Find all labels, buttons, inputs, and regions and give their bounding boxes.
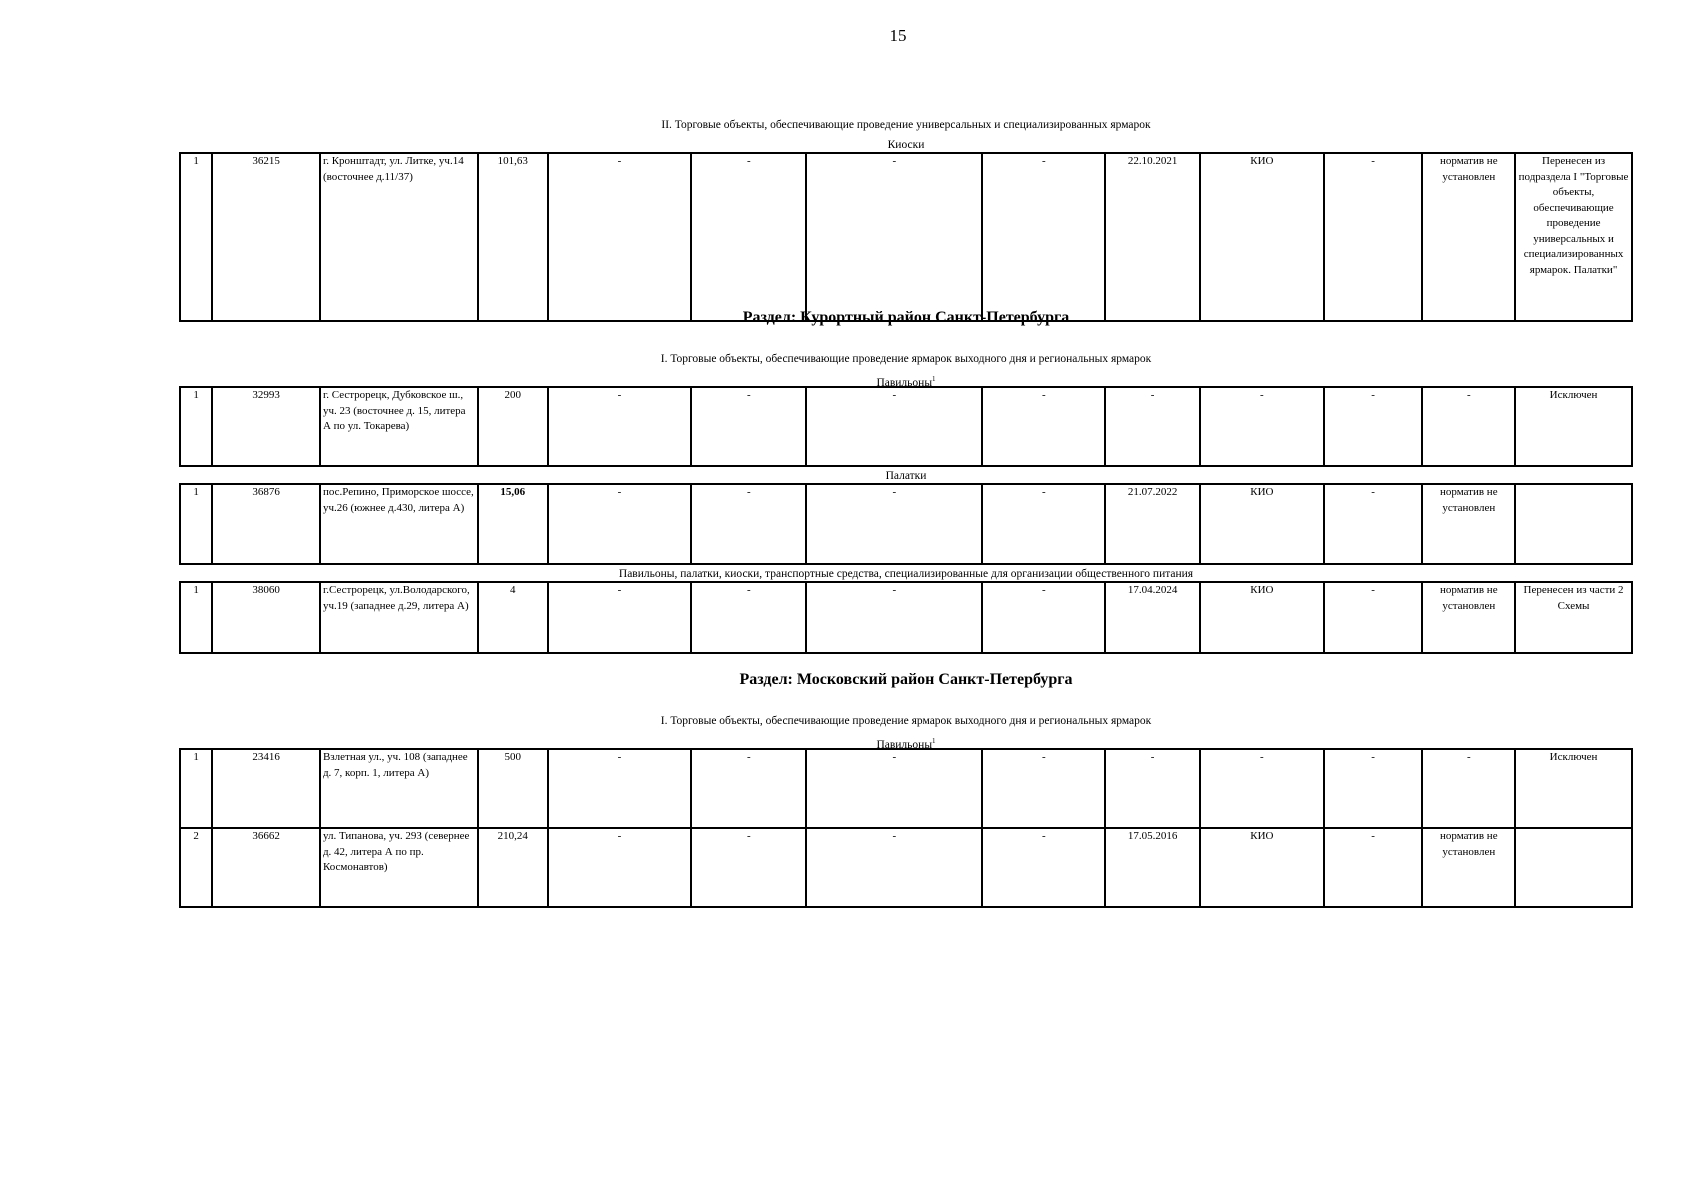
table-row [180, 484, 1632, 564]
cell-col8: - [982, 749, 1105, 828]
cell-col6: - [691, 828, 806, 907]
cell-col5: - [548, 387, 692, 466]
cell-area: 15,06 [478, 484, 547, 564]
document-block [179, 118, 1633, 324]
objects-table [179, 386, 1633, 467]
table-row [180, 582, 1632, 653]
cell-note [1515, 828, 1632, 907]
cell-col8: - [982, 582, 1105, 653]
cell-col6: - [691, 749, 806, 828]
section-title: Раздел: Курортный район Санкт-Петербурга [742, 309, 1070, 326]
cell-norm: норматив не установлен [1422, 153, 1515, 321]
footnote-mark: 1 [932, 737, 936, 745]
cell-col8: - [982, 828, 1105, 907]
cell-object-id: 23416 [212, 749, 320, 828]
cell-norm: - [1422, 387, 1515, 466]
cell-date: - [1105, 749, 1200, 828]
cell-object-id: 32993 [212, 387, 320, 466]
document-block [179, 671, 1633, 910]
object-type-caption: Павильоны$^1$ [876, 737, 936, 751]
subsection-heading: I. Торговые объекты, обеспечивающие проведение ярмарок выходного дня и региональных ярмарок [660, 353, 1152, 365]
cell-number: 1 [180, 387, 212, 466]
cell-address: г. Сестрорецк, Дубковское ш., уч. 23 (восточнее д. 15, литера А по ул. Токарева) [320, 387, 478, 466]
cell-norm: - [1422, 749, 1515, 828]
objects-table [179, 152, 1633, 322]
cell-col6: - [691, 484, 806, 564]
cell-col5: - [548, 153, 692, 321]
cell-col11: - [1324, 749, 1423, 828]
cell-area: 101,63 [478, 153, 547, 321]
cell-col6: - [691, 387, 806, 466]
cell-address: г. Кронштадт, ул. Литке, уч.14 (восточнее д.11/37) [320, 153, 478, 321]
cell-col8: - [982, 484, 1105, 564]
cell-date: 22.10.2021 [1105, 153, 1200, 321]
cell-object-id: 36876 [212, 484, 320, 564]
cell-date: - [1105, 387, 1200, 466]
cell-date: 17.04.2024 [1105, 582, 1200, 653]
cell-col7: - [806, 387, 982, 466]
cell-norm: норматив не установлен [1422, 484, 1515, 564]
cell-area: 210,24 [478, 828, 547, 907]
cell-organization: КИО [1200, 153, 1324, 321]
cell-col6: - [691, 153, 806, 321]
object-type-caption: Палатки [885, 470, 927, 482]
cell-col5: - [548, 582, 692, 653]
object-type-caption: Павильоны, палатки, киоски, транспортные средства, специализированные для организации общественного питания [618, 568, 1194, 580]
cell-organization: - [1200, 749, 1324, 828]
objects-table [179, 581, 1633, 654]
table-row [180, 387, 1632, 466]
cell-col7: - [806, 749, 982, 828]
cell-organization: КИО [1200, 828, 1324, 907]
cell-organization: КИО [1200, 582, 1324, 653]
cell-area: 200 [478, 387, 547, 466]
cell-norm: норматив не установлен [1422, 828, 1515, 907]
cell-object-id: 38060 [212, 582, 320, 653]
cell-col6: - [691, 582, 806, 653]
cell-col7: - [806, 484, 982, 564]
cell-area: 500 [478, 749, 547, 828]
cell-number: 1 [180, 153, 212, 321]
subsection-heading: I. Торговые объекты, обеспечивающие проведение ярмарок выходного дня и региональных ярмарок [660, 715, 1152, 727]
cell-note: Исключен [1515, 387, 1632, 466]
document-block [179, 309, 1633, 656]
cell-col5: - [548, 828, 692, 907]
cell-address: г.Сестрорецк, ул.Володарского, уч.19 (западнее д.29, литера А) [320, 582, 478, 653]
cell-number: 1 [180, 749, 212, 828]
cell-col11: - [1324, 387, 1423, 466]
cell-col7: - [806, 582, 982, 653]
cell-number: 1 [180, 484, 212, 564]
footnote-mark: 1 [932, 375, 936, 383]
cell-col11: - [1324, 582, 1423, 653]
cell-note: Исключен [1515, 749, 1632, 828]
cell-col11: - [1324, 828, 1423, 907]
subsection-heading: II. Торговые объекты, обеспечивающие проведение универсальных и специализированных ярмарок [661, 119, 1151, 131]
cell-object-id: 36215 [212, 153, 320, 321]
cell-address: пос.Репино, Приморское шоссе, уч.26 (южнее д.430, литера А) [320, 484, 478, 564]
objects-table [179, 748, 1633, 908]
table-row [180, 153, 1632, 321]
cell-col5: - [548, 484, 692, 564]
cell-col8: - [982, 153, 1105, 321]
cell-address: ул. Типанова, уч. 29З (севернее д. 42, литера А по пр. Космонавтов) [320, 828, 478, 907]
page-number: 15 [889, 26, 907, 45]
cell-number: 1 [180, 582, 212, 653]
cell-date: 17.05.2016 [1105, 828, 1200, 907]
cell-col11: - [1324, 484, 1423, 564]
cell-object-id: 36662 [212, 828, 320, 907]
table-row [180, 749, 1632, 828]
table-row [180, 828, 1632, 907]
object-type-caption: Павильоны$^1$ [876, 375, 936, 389]
cell-area: 4 [478, 582, 547, 653]
cell-date: 21.07.2022 [1105, 484, 1200, 564]
cell-note: Перенесен из части 2 Схемы [1515, 582, 1632, 653]
cell-number: 2 [180, 828, 212, 907]
cell-col7: - [806, 828, 982, 907]
cell-norm: норматив не установлен [1422, 582, 1515, 653]
cell-col8: - [982, 387, 1105, 466]
cell-col11: - [1324, 153, 1423, 321]
cell-col7: - [806, 153, 982, 321]
cell-note: Перенесен из подраздела I "Торговые объекты, обеспечивающие проведение универсальных и специализированных ярмарок. Палатки" [1515, 153, 1632, 321]
object-type-caption: Киоски [887, 139, 925, 151]
cell-col5: - [548, 749, 692, 828]
cell-note [1515, 484, 1632, 564]
cell-address: Взлетная ул., уч. 108 (западнее д. 7, корп. 1, литера А) [320, 749, 478, 828]
section-title: Раздел: Московский район Санкт-Петербурга [739, 671, 1073, 688]
objects-table [179, 483, 1633, 565]
cell-organization: КИО [1200, 484, 1324, 564]
cell-organization: - [1200, 387, 1324, 466]
